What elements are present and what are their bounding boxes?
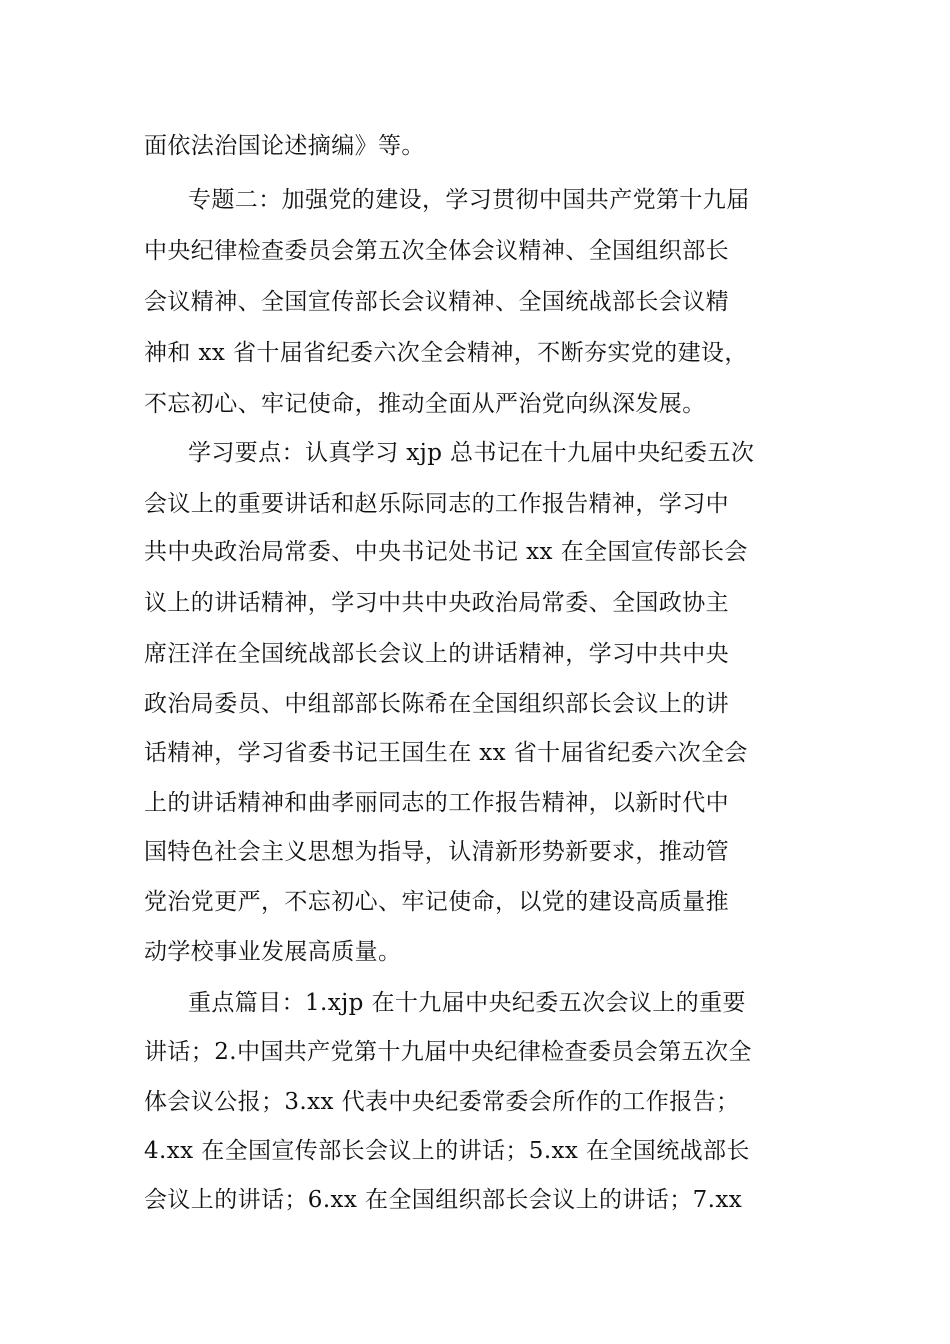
text-line: 席汪洋在全国统战部长会议上的讲话精神，学习中共中央 xyxy=(144,641,729,667)
text-line: 会议上的讲话；6.xx 在全国组织部长会议上的讲话；7.xx xyxy=(144,1187,743,1213)
text-line: 不忘初心、牢记使命，推动全面从严治党向纵深发展。 xyxy=(144,391,706,417)
text-line: 体会议公报；3.xx 代表中央纪委常委会所作的工作报告； xyxy=(144,1089,740,1115)
text-line: 国特色社会主义思想为指导，认清新形势新要求，推动管 xyxy=(144,839,729,865)
text-line: 共中央政治局常委、中央书记处书记 xx 在全国宣传部长会 xyxy=(144,539,748,565)
text-line: 会议上的重要讲话和赵乐际同志的工作报告精神，学习中 xyxy=(144,491,729,517)
text-line: 动学校事业发展高质量。 xyxy=(144,939,402,965)
text-line: 神和 xx 省十届省纪委六次全会精神，不断夯实党的建设， xyxy=(144,340,748,366)
text-line: 会议精神、全国宣传部长会议精神、全国统战部长会议精 xyxy=(144,289,729,315)
text-line: 话精神，学习省委书记王国生在 xx 省十届省纪委六次全会 xyxy=(144,740,748,766)
text-line: 重点篇目：1.xjp 在十九届中央纪委五次会议上的重要 xyxy=(188,990,746,1016)
text-line: 议上的讲话精神，学习中共中央政治局常委、全国政协主 xyxy=(144,590,729,616)
text-line: 面依法治国论述摘编》等。 xyxy=(144,133,425,159)
text-line: 学习要点：认真学习 xjp 总书记在十九届中央纪委五次 xyxy=(188,440,755,466)
text-line: 讲话；2.中国共产党第十九届中央纪律检查委员会第五次全 xyxy=(144,1039,752,1065)
text-line: 上的讲话精神和曲孝丽同志的工作报告精神，以新时代中 xyxy=(144,790,729,816)
text-line: 中央纪律检查委员会第五次全体会议精神、全国组织部长 xyxy=(144,238,729,264)
text-line: 专题二：加强党的建设，学习贯彻中国共产党第十九届 xyxy=(188,187,750,213)
text-line: 党治党更严，不忘初心、牢记使命，以党的建设高质量推 xyxy=(144,889,729,915)
text-line: 4.xx 在全国宣传部长会议上的讲话；5.xx 在全国统战部长 xyxy=(144,1138,750,1164)
text-line: 政治局委员、中组部部长陈希在全国组织部长会议上的讲 xyxy=(144,691,729,717)
